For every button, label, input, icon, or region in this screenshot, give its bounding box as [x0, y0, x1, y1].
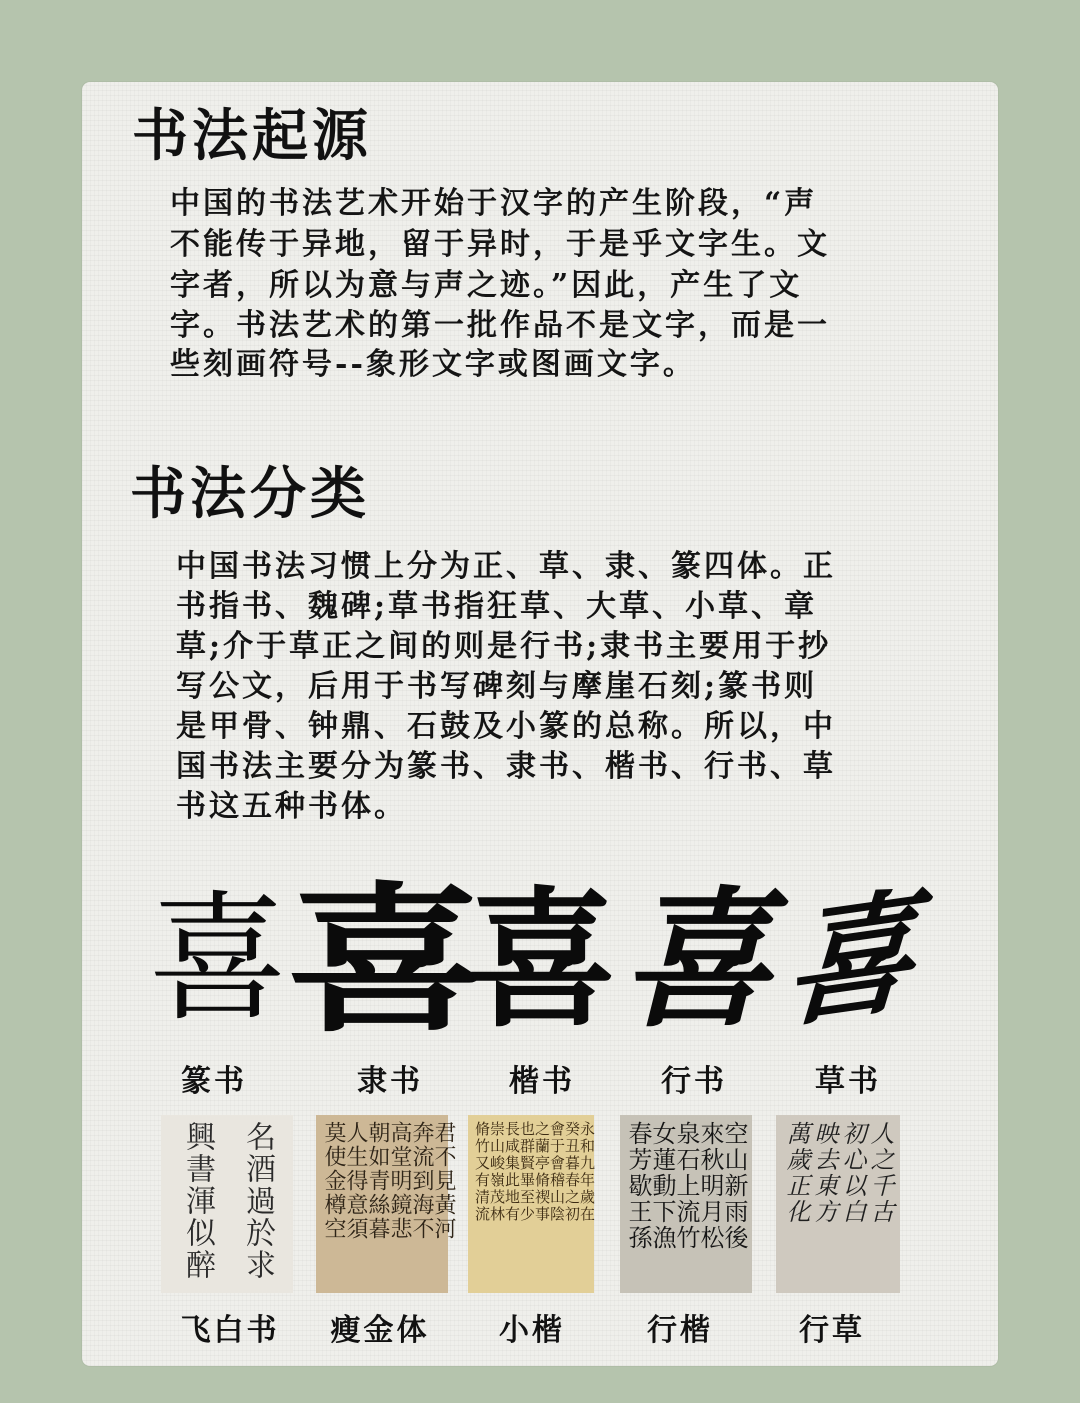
cursive-script-glyph: 喜 [780, 872, 920, 1047]
classification-line: 写公文，后用于书写碑刻与摩崖石刻;篆书则 [176, 669, 818, 704]
origin-title: 书法起源 [132, 104, 372, 169]
clerical-script-glyph: 喜 [285, 866, 486, 1054]
artwork-text-column: 之蘭亭脩禊事 [533, 1121, 551, 1223]
classification-line: 是甲骨、钟鼎、石鼓及小篆的总称。所以，中 [176, 709, 836, 744]
classification-line: 中国书法习惯上分为正、草、隶、篆四体。正 [176, 549, 836, 584]
artwork-text-column: 人之千古 [866, 1121, 894, 1225]
classification-line: 书这五种书体。 [176, 789, 407, 824]
classification-line: 书指书、魏碑;草书指狂草、大草、小草、章 [176, 589, 818, 624]
artwork-text-column: 來秋明月松 [696, 1121, 724, 1251]
classification-line: 草;介于草正之间的则是行书;隶书主要用于抄 [176, 629, 832, 664]
artwork-text-column: 萬歲正化 [782, 1121, 810, 1225]
origin-line: 字者，所以为意与声之迹。”因此，产生了文 [170, 268, 803, 303]
artwork-label-shoujin: 瘦金体 [330, 1313, 430, 1348]
origin-line: 字。书法艺术的第一批作品不是文字，而是一 [170, 308, 830, 343]
artwork-text-column: 名酒過於求 [240, 1121, 275, 1281]
regular-script-glyph: 喜 [466, 872, 617, 1048]
artwork-shoujin [316, 1115, 456, 1293]
artwork-text-column: 高堂明鏡悲 [387, 1121, 412, 1241]
artwork-text-column: 女蓮動下漁 [648, 1121, 676, 1251]
artwork-text-column: 朝如青絲暮 [365, 1121, 390, 1241]
classification-line: 国书法主要分为篆书、隶书、楷书、行书、草 [176, 749, 836, 784]
artwork-xingkai [620, 1115, 752, 1293]
artwork-label-feibai: 飞白书 [180, 1313, 280, 1348]
artwork-text-column: 莫使金樽空 [321, 1121, 346, 1241]
artwork-text-column: 人生得意須 [343, 1121, 368, 1241]
artwork-text-column: 脩竹又有清流 [473, 1121, 491, 1223]
artwork-label-xingkai: 行楷 [647, 1313, 713, 1348]
artwork-text-column: 崇山峻嶺茂林 [488, 1121, 506, 1223]
artwork-text-column: 空山新雨後 [720, 1121, 748, 1251]
artwork-feibai [161, 1115, 293, 1293]
artwork-text-column: 也群賢畢至少 [518, 1121, 536, 1223]
artwork-text-column: 映去東方 [810, 1121, 838, 1225]
seal-script-label: 篆书 [181, 1064, 247, 1099]
running-script-glyph: 喜 [620, 872, 771, 1048]
artwork-label-xingcao: 行草 [799, 1313, 865, 1348]
artwork-xingcao [776, 1115, 900, 1293]
artwork-text-column: 初心以白 [838, 1121, 866, 1225]
artwork-text-column: 春芳歇王孫 [624, 1121, 652, 1251]
origin-line: 些刻画符号--象形文字或图画文字。 [170, 347, 696, 382]
artwork-text-column: 興書渾似醉 [180, 1121, 215, 1281]
classification-title: 书法分类 [130, 462, 370, 527]
artwork-text-column: 長咸集此地有 [503, 1121, 521, 1223]
regular-script-label: 楷书 [509, 1064, 575, 1099]
artwork-text-column: 會于會稽山陰 [548, 1121, 566, 1223]
running-script-label: 行书 [661, 1064, 727, 1099]
artwork-label-xiaokai: 小楷 [499, 1313, 565, 1348]
artwork-text-column: 君不見黃河 [431, 1121, 456, 1241]
seal-script-glyph: 喜 [147, 878, 288, 1041]
cursive-script-label: 草书 [815, 1064, 881, 1099]
artwork-text-column: 泉石上流竹 [672, 1121, 700, 1251]
artwork-xiaokai [468, 1115, 594, 1293]
origin-line: 不能传于异地，留于异时，于是乎文字生。文 [170, 227, 830, 262]
artwork-text-column: 癸丑暮春之初 [563, 1121, 581, 1223]
clerical-script-label: 隶书 [357, 1064, 423, 1099]
artwork-text-column: 奔流到海不 [409, 1121, 434, 1241]
artwork-text-column: 永和九年歲在 [578, 1121, 596, 1223]
origin-line: 中国的书法艺术开始于汉字的产生阶段，“声 [170, 186, 818, 221]
